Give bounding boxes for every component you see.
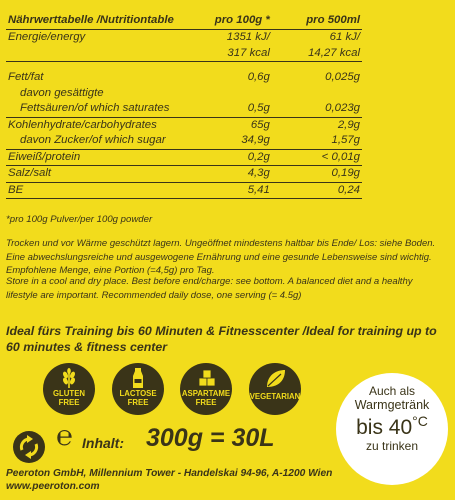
table-row xyxy=(6,86,362,102)
row-value-500ml: 61 kJ/ xyxy=(329,31,360,43)
row-value-500ml: 2,9g xyxy=(337,118,360,131)
row-value-500ml: 0,025g xyxy=(325,71,360,83)
row-value-500ml: 0,19g xyxy=(272,166,362,183)
row-label: Kohlenhydrate/carbohydrates xyxy=(8,118,157,131)
badge-lactose-free xyxy=(112,363,164,415)
row-label xyxy=(6,46,180,62)
content-value: 300g = 30L xyxy=(146,424,275,452)
header-col2: pro 500ml xyxy=(272,12,362,30)
leaf-icon xyxy=(249,363,301,415)
recycle-icon xyxy=(12,430,46,464)
badge-line1: ASPARTAME xyxy=(181,389,231,398)
storage-text-de: Trocken und vor Wärme geschützt lagern. Ungeöffnet mindestens haltbar bis Ende/ Los: siehe Boden. Eine abwechslungsreiche und ausgewogene Ernährung und eine gesunde Lebensweise sind wichtig. Empfohlene Menge, eine Portion (=4,5g) pro Tag. xyxy=(6,238,436,276)
row-label: davon Zucker/of which sugar xyxy=(6,133,180,149)
bubble-line3: bis 40 xyxy=(356,416,413,439)
bubble-line4: zu trinken xyxy=(365,439,419,453)
table-row xyxy=(6,70,362,86)
row-label: Salz/salt xyxy=(6,166,180,183)
row-value-100g: 65g xyxy=(250,118,270,131)
table-footnote: *pro 100g Pulver/per 100g powder xyxy=(6,214,153,225)
badge-line2: FREE xyxy=(195,398,217,407)
row-value-100g: 317 kcal xyxy=(180,46,272,62)
bubble-line2: Warmgetränk xyxy=(354,398,430,412)
bubble-line1: Auch als xyxy=(368,384,416,398)
table-row xyxy=(6,182,362,199)
table-spacer xyxy=(6,62,362,71)
table-row xyxy=(6,149,362,166)
row-label: BE xyxy=(6,182,180,199)
company-website: www.peeroton.com xyxy=(6,481,100,492)
row-value-100g xyxy=(180,86,272,102)
table-row xyxy=(6,30,362,46)
row-label: Fett/fat xyxy=(8,71,44,83)
bubble-degree: °C xyxy=(412,413,428,429)
row-value-500ml: 0,24 xyxy=(272,182,362,199)
row-value-100g: 0,2g xyxy=(180,149,272,166)
table-row xyxy=(6,101,362,117)
estimated-sign: ℮ xyxy=(56,421,73,452)
row-label: Fettsäuren/of which saturates xyxy=(6,101,180,117)
row-value-500ml: 14,27 kcal xyxy=(272,46,362,62)
warm-drink-bubble xyxy=(336,373,448,485)
content-label: Inhalt: xyxy=(82,435,124,451)
badge-gluten-free xyxy=(43,363,95,415)
row-label: Energie/energy xyxy=(8,31,86,43)
table-row xyxy=(6,117,362,133)
row-value-500ml: 1,57g xyxy=(272,133,362,149)
company-address: Peeroton GmbH, Millennium Tower - Handelskai 94-96, A-1200 Wien xyxy=(6,468,333,479)
storage-text-en: Store in a cool and dry place. Best before end/charge: see bottom. A balanced diet and a healthy lifestyle are important. Recommended daily dose, one serving (= 4.5g) xyxy=(6,276,413,301)
badge-line2: FREE xyxy=(127,398,149,407)
table-row xyxy=(6,166,362,183)
row-label: davon gesättigte xyxy=(20,86,104,99)
row-value-500ml xyxy=(272,86,362,102)
row-value-100g: 1351 kJ/ xyxy=(226,31,270,43)
badge-line2: FREE xyxy=(58,398,80,407)
row-value-100g: 34,9g xyxy=(180,133,272,149)
table-row xyxy=(6,46,362,62)
row-value-100g: 0,5g xyxy=(180,101,272,117)
header-col1: pro 100g * xyxy=(180,12,272,30)
row-label: Eiweiß/protein xyxy=(6,149,180,166)
row-value-100g: 0,6g xyxy=(247,71,270,83)
usage-headline: Ideal fürs Training bis 60 Minuten & Fitnesscenter /Ideal for training up to 60 minutes & fitness center xyxy=(6,324,437,354)
table-header xyxy=(6,12,362,30)
badge-line1: LACTOSE xyxy=(119,389,157,398)
table-row xyxy=(6,133,362,149)
badge-vegetarian xyxy=(249,363,301,415)
bubble-temperature xyxy=(336,413,448,440)
company-info xyxy=(6,467,332,493)
badge-line1: VEGETARIAN xyxy=(249,392,301,401)
nutrition-table xyxy=(6,12,362,199)
badge-aspartame-free xyxy=(180,363,232,415)
row-value-100g: 4,3g xyxy=(180,166,272,183)
row-value-500ml: 0,023g xyxy=(272,101,362,117)
header-label: Nährwerttabelle /Nutritiontable xyxy=(6,12,180,30)
badge-line1: GLUTEN xyxy=(52,389,86,398)
row-value-500ml: < 0,01g xyxy=(272,149,362,166)
row-value-100g: 5,41 xyxy=(180,182,272,199)
